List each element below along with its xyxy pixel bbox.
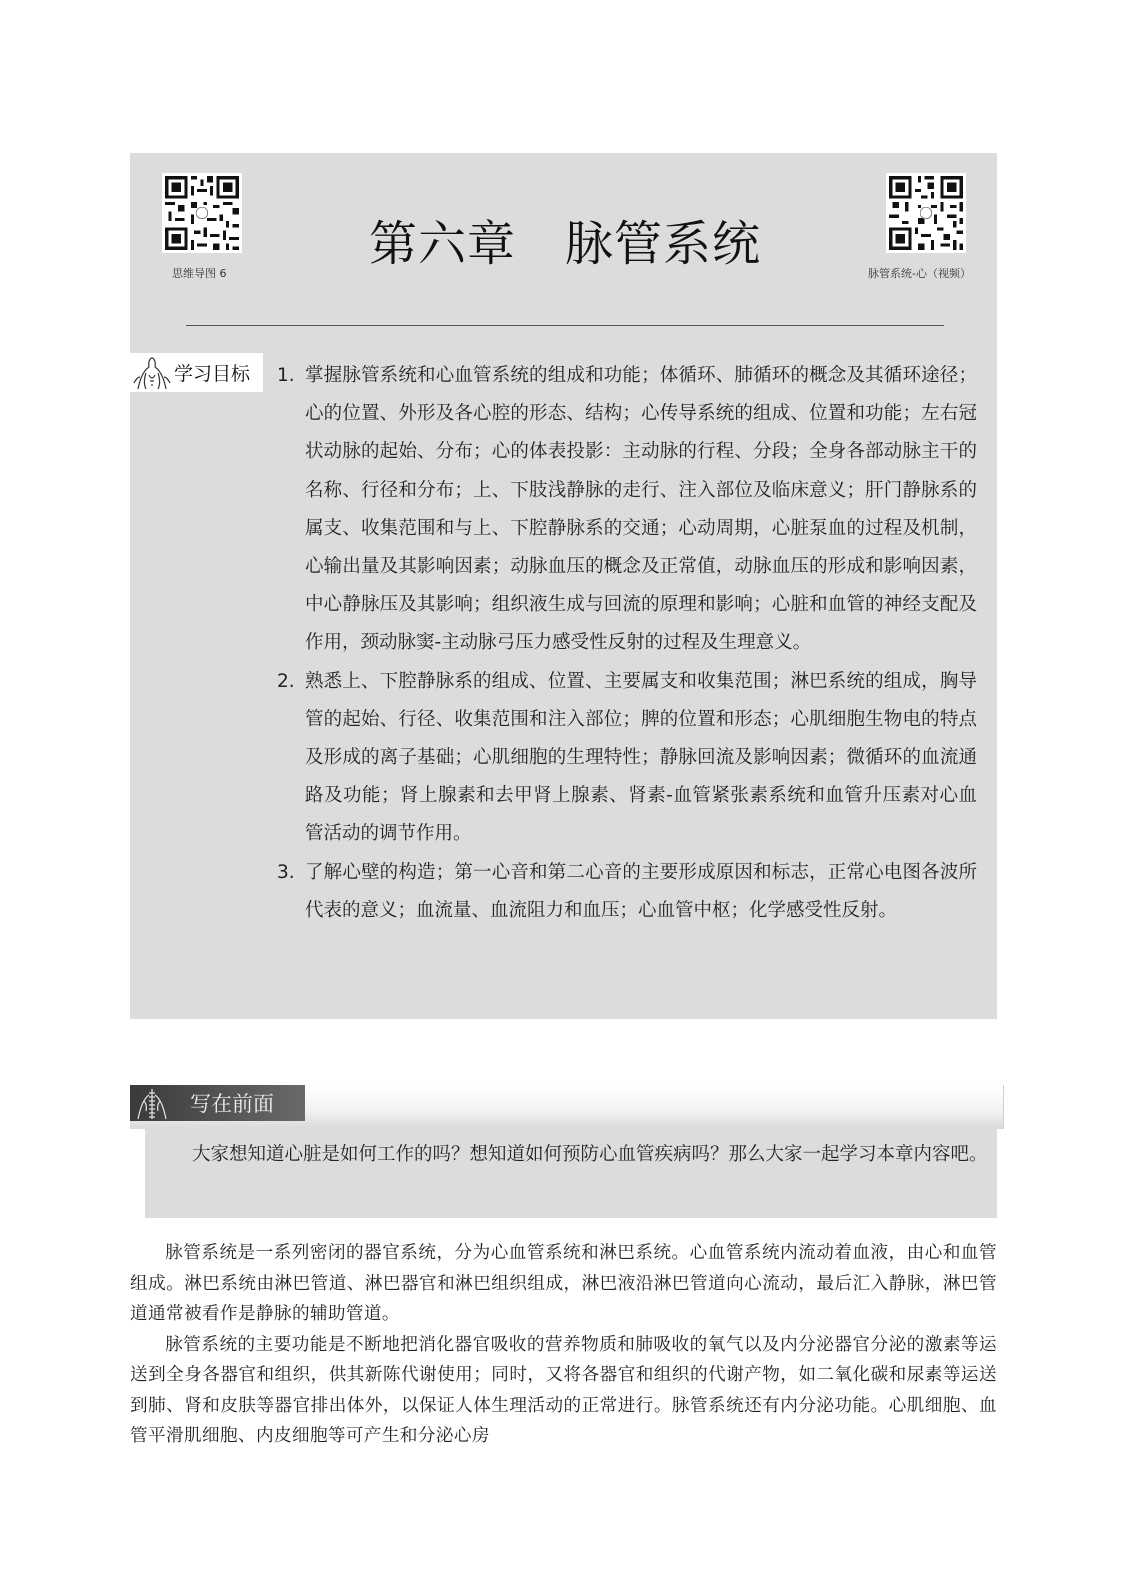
objectives-tag [130,353,263,392]
body-text [130,1238,997,1452]
objectives-label: 学习目标 [174,363,251,385]
objective-item [277,357,977,663]
objective-number: 1. [277,365,295,386]
qr-code-mind-map[interactable] [162,173,242,253]
objective-number: 2. [277,670,295,692]
foreword-text: 大家想知道心脏是如何工作的吗？想知道如何预防心血管疾病吗？那么大家一起学习本章内容吧。 [192,1144,988,1165]
objective-item [277,663,977,854]
anatomy-figure-icon [132,355,172,391]
spine-figure-icon [132,1085,172,1121]
objective-text: 了解心壁的构造；第一心音和第二心音的主要形成原因和标志，正常心电图各波所代表的意义；血流量、血流阻力和血压；心血管中枢；化学感受性反射。 [305,861,977,921]
foreword-header-bar [130,1085,1004,1129]
objective-item [277,854,977,930]
objective-text: 熟悉上、下腔静脉系的组成、位置、主要属支和收集范围；淋巴系统的组成，胸导管的起始、行径、收集范围和注入部位；脾的位置和形态；心肌细胞生物电的特点及形成的离子基础；心肌细胞的生理特性；静脉回流及影响因素；微循环的血流通路及功能；肾上腺素和去甲肾上腺素、肾素-血管紧张素系统和血管升压素对心血管活动的调节作用。 [305,670,977,845]
qr-left-caption: 思维导图 6 [172,267,227,280]
chapter-title: 第六章 脉管系统 [368,216,761,272]
body-paragraph: 脉管系统的主要功能是不断地把消化器官吸收的营养物质和肺吸收的氧气以及内分泌器官分泌的激素等运送到全身各器官和组织，供其新陈代谢使用；同时，又将各器官和组织的代谢产物，如二氧化碳和尿素等运送到肺、肾和皮肤等器官排出体外，以保证人体生理活动的正常进行。脉管系统还有内分泌功能。心肌细胞、血管平滑肌细胞、内皮细胞等可产生和分泌心房 [130,1334,997,1446]
objective-number: 3. [277,861,295,883]
foreword-tab [130,1085,305,1121]
foreword-label: 写在前面 [190,1092,274,1116]
qr-right-caption: 脉管系统-心（视频） [868,267,971,280]
body-paragraph: 脉管系统是一系列密闭的器官系统，分为心血管系统和淋巴系统。心血管系统内流动着血液，由心和血管组成。淋巴系统由淋巴管道、淋巴器官和淋巴组织组成，淋巴液沿淋巴管道向心流动，最后汇入静脉，淋巴管道通常被看作是静脉的辅助管道。 [130,1243,997,1324]
foreword-panel [145,1129,997,1218]
objectives-list [277,357,977,930]
header-divider [186,325,944,326]
chapter-header-panel [130,153,997,1019]
qr-code-heart-video[interactable] [886,173,966,253]
objective-text: 掌握脉管系统和心血管系统的组成和功能；体循环、肺循环的概念及其循环途径；心的位置、外形及各心腔的形态、结构；心传导系统的组成、位置和功能；左右冠状动脉的起始、分布；心的体表投影：主动脉的行程、分段；全身各部动脉主干的名称、行径和分布；上、下肢浅静脉的走行、注入部位及临床意义；肝门静脉系的属支、收集范围和与上、下腔静脉系的交通；心动周期，心脏泵血的过程及机制，心输出量及其影响因素；动脉血压的概念及正常值，动脉血压的形成和影响因素，中心静脉压及其影响；组织液生成与回流的原理和影响；心脏和血管的神经支配及作用，颈动脉窦-主动脉弓压力感受性反射的过程及生理意义。 [305,365,977,654]
